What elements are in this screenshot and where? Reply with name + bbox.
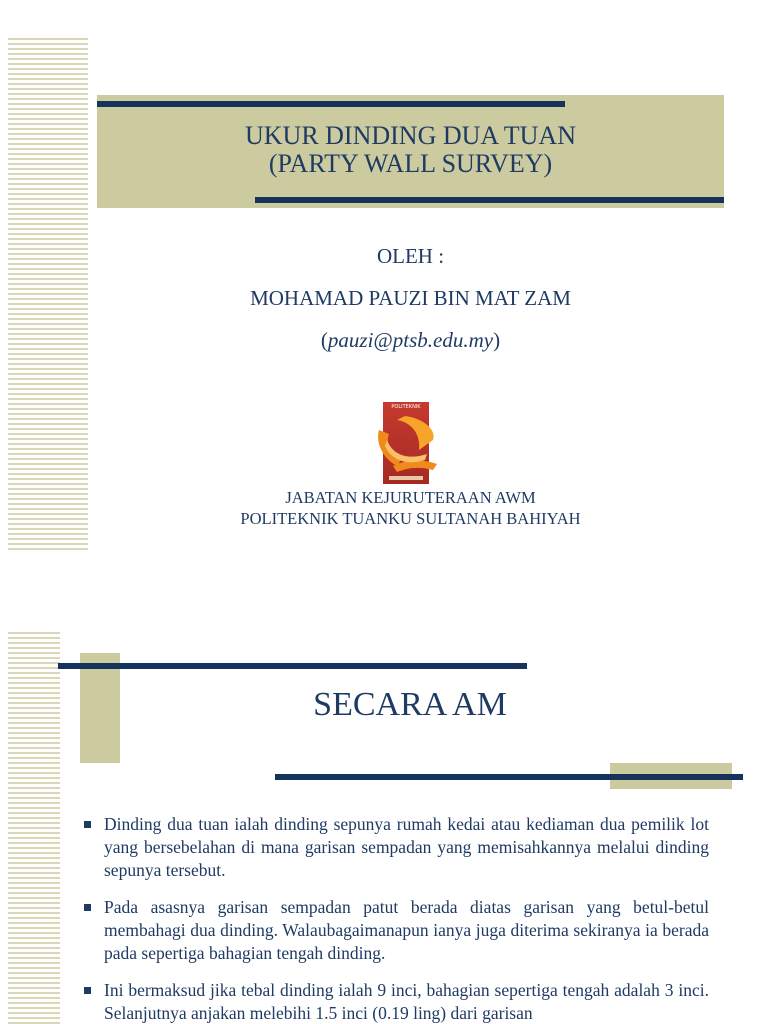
institution-name: POLITEKNIK TUANKU SULTANAH BAHIYAH xyxy=(240,509,581,528)
bottom-rule xyxy=(275,774,743,780)
bullet-list xyxy=(84,813,709,1024)
bullet-text: Pada asasnya garisan sempadan patut berada diatas garisan yang betul-betul membahagi dua dinding. Walaubagaimanapun ianya juga diterima sekiranya ia berada pada sepertiga bahagian tengah dinding. xyxy=(104,897,709,963)
top-rule xyxy=(58,663,527,669)
author-name: MOHAMAD PAUZI BIN MAT ZAM xyxy=(250,286,571,310)
list-item xyxy=(84,896,709,965)
bottom-rule xyxy=(255,197,724,203)
politeknik-logo xyxy=(375,400,441,486)
bullet-square-icon xyxy=(84,821,91,828)
by-label: OLEH : xyxy=(376,244,445,268)
email-open-paren: ( xyxy=(320,328,328,352)
top-rule xyxy=(97,101,565,107)
decorative-stripes xyxy=(8,38,88,550)
email-address: pauzi@ptsb.edu.my xyxy=(327,328,494,352)
bullet-text: Dinding dua tuan ialah dinding sepunya rumah kedai atau kediaman dua pemilik lot yang bersebelahan di mana garisan sempadan yang memisahkannya melalui dinding sepunya tersebut. xyxy=(104,814,709,880)
author-email xyxy=(97,328,724,353)
bullet-square-icon xyxy=(84,904,91,911)
decorative-stripes xyxy=(8,632,60,1024)
list-item xyxy=(84,813,709,882)
email-close-paren: ) xyxy=(493,328,501,352)
bullet-square-icon xyxy=(84,987,91,994)
bullet-text: Ini bermaksud jika tebal dinding ialah 9 inci, bahagian sepertiga tengah adalah 3 inci. Selanjutnya anjakan melebihi 1.5 inci (0.19 ling) dari garisan xyxy=(104,980,709,1023)
title-line-2: (PARTY WALL SURVEY) xyxy=(268,149,553,178)
list-item xyxy=(84,979,709,1024)
title-line-1: UKUR DINDING DUA TUAN xyxy=(244,121,576,150)
content-slide xyxy=(0,628,768,1024)
logo-text: POLITEKNIK xyxy=(391,404,421,410)
section-heading: SECARA AM xyxy=(313,686,507,723)
department-name: JABATAN KEJURUTERAAN AWM xyxy=(285,488,536,507)
slide-title xyxy=(97,122,724,178)
